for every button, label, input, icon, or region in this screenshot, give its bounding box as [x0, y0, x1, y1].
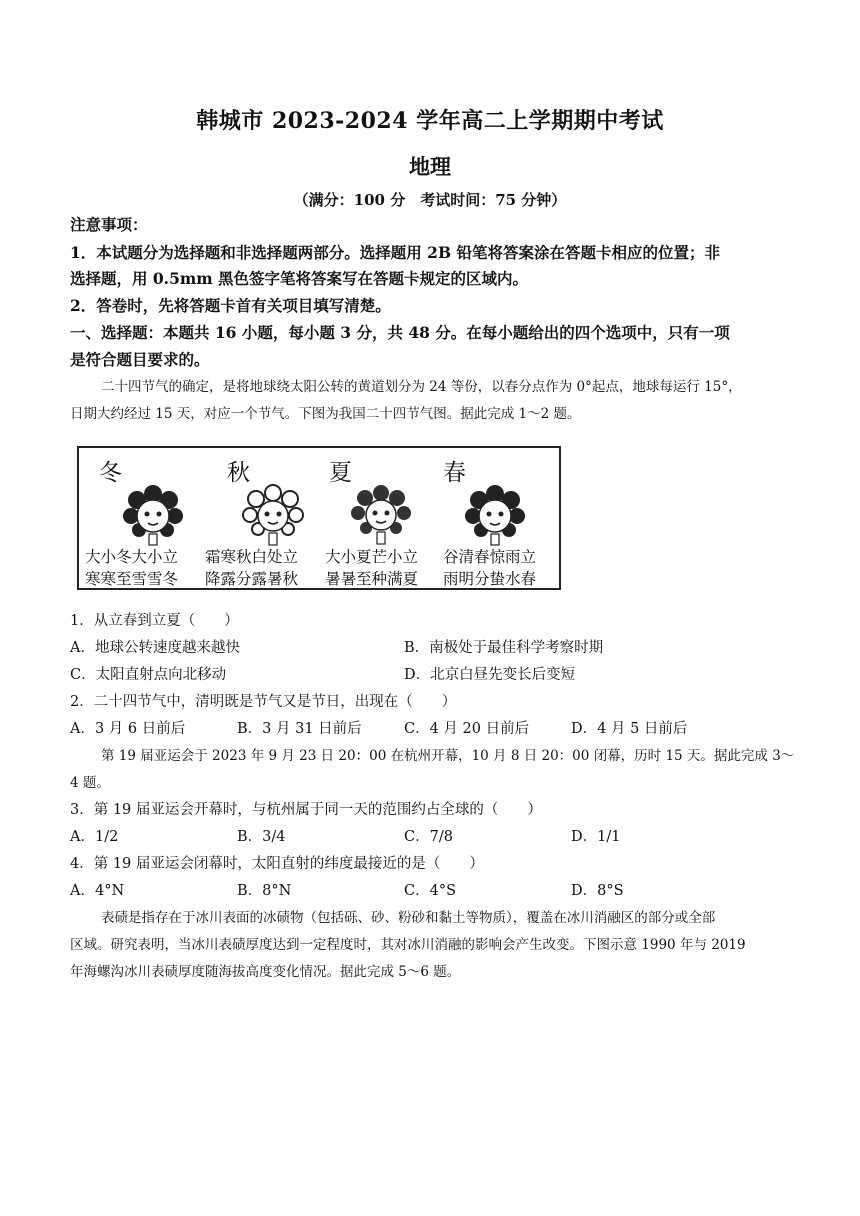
q3-option-b: B．3/4 — [237, 829, 286, 845]
q1-option-a: A．地球公转速度越来越快 — [70, 640, 240, 656]
q2-stem: 2．二十四节气中，清明既是节气又是节日，出现在（ ） — [70, 694, 457, 710]
q1-option-d: D．北京白昼先变长后变短 — [404, 667, 576, 683]
q4-option-b: B．8°N — [237, 883, 292, 899]
caption-winter-line2: 寒寒至雪雪冬 — [85, 570, 179, 588]
flower-mascot-icon — [241, 482, 305, 546]
flower-mascot-icon — [349, 482, 413, 546]
caption-spring-line1: 谷清春惊雨立 — [443, 548, 537, 566]
caption-autumn-line2: 降露分露暑秋 — [205, 570, 299, 588]
q2-option-a: A．3 月 6 日前后 — [70, 721, 186, 737]
passage1-line1: 二十四节气的确定，是将地球绕太阳公转的黄道划分为 24 等份，以春分点作为 0°起点，地球每运行 15°， — [101, 379, 742, 395]
caption-summer — [325, 546, 418, 590]
season-summer: 夏 — [329, 460, 352, 486]
q3-option-a: A．1/2 — [70, 829, 119, 845]
flower-mascot-icon — [463, 482, 527, 546]
caption-autumn-line1: 霜寒秋白处立 — [205, 548, 299, 566]
passage3-line2: 区域。研究表明，当冰川表碛厚度达到一定程度时，其对冰川消融的影响会产生改变。下图示意 1990 年与 2019 — [70, 937, 746, 953]
q1-option-b: B．南极处于最佳科学考察时期 — [404, 640, 604, 656]
caption-autumn — [205, 546, 298, 590]
q2-option-b: B．3 月 31 日前后 — [237, 721, 362, 737]
q1-stem: 1．从立春到立夏（ ） — [70, 613, 239, 629]
q2-option-c: C．4 月 20 日前后 — [404, 721, 530, 737]
section1-line1: 一、选择题：本题共 16 小题，每小题 3 分，共 48 分。在每小题给出的四个选项中，只有一项 — [70, 323, 730, 342]
q4-option-c: C．4°S — [404, 883, 457, 899]
notice-item2: 2．答卷时，先将答题卡首有关项目填写清楚。 — [70, 296, 391, 315]
passage3-line1: 表碛是指存在于冰川表面的冰碛物（包括砾、砂、粉砂和黏土等物质），覆盖在冰川消融区的部分或全部 — [101, 910, 716, 926]
solar-terms-figure — [77, 446, 561, 590]
season-spring: 春 — [443, 460, 466, 486]
passage2-line2: 4 题。 — [70, 775, 110, 791]
q1-option-c: C．太阳直射点向北移动 — [70, 667, 227, 683]
caption-spring — [443, 546, 536, 590]
notice-heading: 注意事项： — [70, 215, 148, 234]
caption-summer-line2: 暑暑至种满夏 — [325, 570, 419, 588]
caption-summer-line1: 大小夏芒小立 — [325, 548, 419, 566]
exam-subject: 地理 — [409, 154, 451, 179]
q4-option-a: A．4°N — [70, 883, 125, 899]
q3-stem: 3．第 19 届亚运会开幕时，与杭州属于同一天的范围约占全球的（ ） — [70, 802, 542, 818]
caption-winter — [85, 546, 178, 590]
passage3-line3: 年海螺沟冰川表碛厚度随海拔高度变化情况。据此完成 5～6 题。 — [70, 964, 461, 980]
caption-spring-line2: 雨明分蛰水春 — [443, 570, 537, 588]
passage2-line1: 第 19 届亚运会于 2023 年 9 月 23 日 20：00 在杭州开幕，10 月 8 日 20：00 闭幕，历时 15 天。据此完成 3～ — [101, 748, 795, 764]
season-autumn: 秋 — [227, 460, 250, 486]
section1-line2: 是符合题目要求的。 — [70, 350, 210, 369]
exam-meta: （满分：100 分 考试时间：75 分钟） — [293, 191, 567, 209]
q4-option-d: D．8°S — [571, 883, 624, 899]
caption-winter-line1: 大小冬大小立 — [85, 548, 179, 566]
notice-item1-line2: 选择题，用 0.5mm 黑色签字笔将答案写在答题卡规定的区域内。 — [70, 269, 529, 288]
notice-item1-line1: 1．本试题分为选择题和非选择题两部分。选择题用 2B 铅笔将答案涂在答题卡相应的位置；非 — [70, 243, 720, 262]
q3-option-c: C．7/8 — [404, 829, 453, 845]
q2-option-d: D．4 月 5 日前后 — [571, 721, 688, 737]
passage1-line2: 日期大约经过 15 天，对应一个节气。下图为我国二十四节气图。据此完成 1～2 题。 — [70, 406, 581, 422]
q3-option-d: D．1/1 — [571, 829, 621, 845]
exam-title: 韩城市 2023-2024 学年高二上学期期中考试 — [196, 108, 664, 134]
season-winter: 冬 — [99, 460, 122, 486]
q4-stem: 4．第 19 届亚运会闭幕时，太阳直射的纬度最接近的是（ ） — [70, 856, 484, 872]
flower-mascot-icon — [121, 482, 185, 546]
